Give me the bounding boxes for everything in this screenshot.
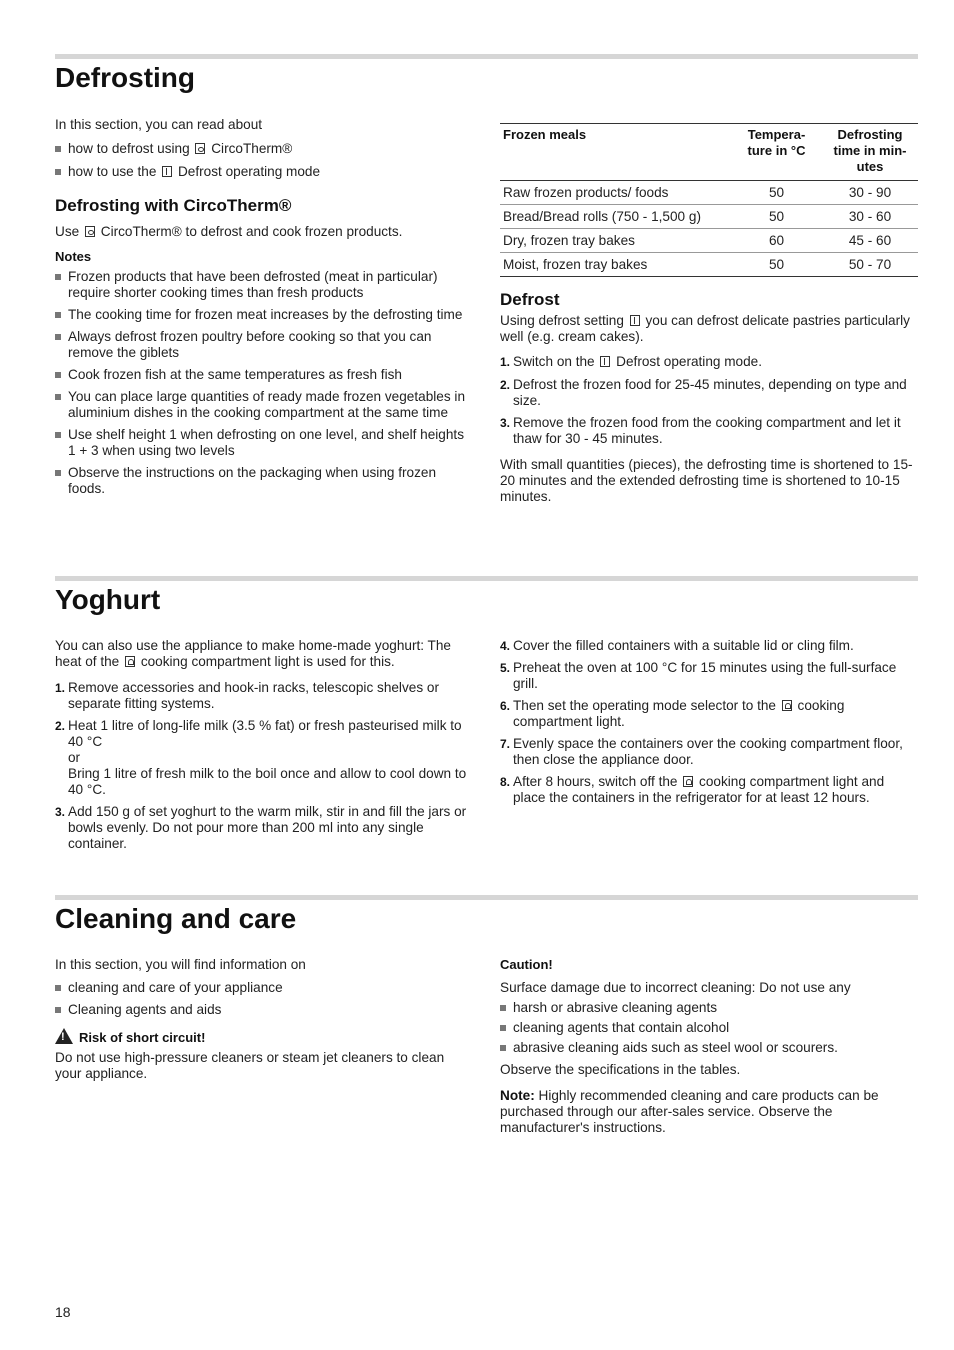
step-number: 1. (55, 681, 66, 695)
table-row (500, 253, 918, 277)
list-item-text: Cook frozen fish at the same temperatures as fresh fish (68, 367, 402, 382)
warning-icon (55, 1028, 73, 1044)
yoghurt-intro (55, 638, 470, 670)
table-row (500, 181, 918, 205)
table-cell: 60 (731, 229, 822, 253)
step-text: Cover the filled containers with a suitable lid or cling film. (513, 638, 854, 653)
risk-label: Risk of short circuit! (79, 1030, 206, 1045)
list-item (500, 1040, 918, 1056)
step-number: 3. (55, 805, 66, 819)
defrost-heading: Defrost (500, 290, 560, 309)
yoghurt-intro-pre: You can also use the appliance to make home-made yoghurt: The heat of the (55, 638, 451, 669)
circotherm-heading: Defrosting with CircoTherm® (55, 196, 292, 215)
circotherm-text-pre: Use (55, 224, 80, 239)
caution-label: Caution! (500, 957, 553, 972)
notes-label: Notes (55, 249, 92, 264)
section-rule (55, 576, 918, 581)
list-item-text: Frozen products that have been defrosted (meat in particular) require shorter cooking times than fresh products (68, 269, 438, 300)
table-cell: Raw frozen products/ foods (500, 181, 731, 205)
table-cell: 50 (731, 181, 822, 205)
circotherm-text-post: CircoTherm® to defrost and cook frozen products. (100, 224, 403, 239)
table-header: Defrosting time in min- utes (833, 127, 907, 174)
step-text: Evenly space the containers over the cooking compartment floor, then close the appliance door. (513, 736, 903, 767)
defrosting-right-column (500, 123, 918, 505)
list-item-text: cleaning and care of your appliance (68, 980, 283, 995)
list-item (55, 718, 470, 798)
defrosting-left-column (55, 117, 470, 497)
list-item-text: CircoTherm® (211, 141, 293, 156)
list-item-text: how to defrost using (68, 141, 190, 156)
list-item (500, 1020, 918, 1036)
step-number: 2. (55, 719, 66, 733)
step-text: Remove the frozen food from the cooking compartment and let it thaw for 30 - 45 minutes. (513, 415, 901, 446)
step-number: 8. (500, 775, 511, 789)
list-item (500, 698, 918, 730)
list-item (55, 164, 470, 180)
defrosting-table (500, 123, 918, 277)
circotherm-text (55, 224, 470, 240)
list-item (55, 680, 470, 712)
yoghurt-intro-post: cooking compartment light is used for this. (140, 654, 395, 669)
table-cell: Bread/Bread rolls (750 - 1,500 g) (500, 205, 731, 229)
step-text: After 8 hours, switch off the (513, 774, 678, 789)
section-rule (55, 895, 918, 900)
list-item (500, 354, 918, 370)
bullet-icon (55, 985, 61, 991)
list-item (500, 774, 918, 806)
caution-list (500, 1000, 918, 1056)
step-text: cooking compartment light. (513, 698, 845, 729)
table-cell: Moist, frozen tray bakes (500, 253, 731, 277)
light-icon (125, 656, 135, 667)
list-item-text: cleaning agents that contain alcohol (513, 1020, 730, 1035)
table-cell: 30 - 60 (822, 205, 918, 229)
page-number: 18 (55, 1304, 71, 1320)
list-item-text: The cooking time for frozen meat increases by the defrosting time (68, 307, 463, 322)
bullet-icon (55, 432, 61, 438)
step-number: 1. (500, 355, 511, 369)
observe-text: Observe the specifications in the tables. (500, 1062, 741, 1077)
section-title-defrosting: Defrosting (55, 62, 195, 93)
bullet-icon (55, 1007, 61, 1013)
list-item (55, 804, 470, 852)
risk-warning (55, 1028, 470, 1046)
cleaning-left-column (55, 957, 470, 1082)
defrost-text-post: you can defrost delicate pastries particularly well (e.g. cream cakes). (500, 313, 910, 344)
list-item (500, 415, 918, 447)
bullet-icon (55, 274, 61, 280)
table-cell: 50 - 70 (822, 253, 918, 277)
list-item (55, 980, 470, 996)
fan-icon (85, 226, 95, 237)
list-item (55, 389, 470, 421)
step-text: Defrost operating mode. (616, 354, 763, 369)
step-number: 4. (500, 639, 511, 653)
list-item (500, 1000, 918, 1016)
step-text: Then set the operating mode selector to the (513, 698, 776, 713)
table-cell: 50 (731, 253, 822, 277)
table-header: Tempera- ture in °C (747, 127, 806, 158)
bullet-icon (55, 334, 61, 340)
cleaning-intro: In this section, you will find information on (55, 957, 306, 972)
list-item (55, 1002, 470, 1018)
bullet-icon (500, 1045, 506, 1051)
step-number: 6. (500, 699, 511, 713)
defrosting-intro-list (55, 141, 470, 180)
table-row (500, 229, 918, 253)
step-number: 5. (500, 661, 511, 675)
yoghurt-steps-right (500, 638, 918, 806)
step-text: Defrost the frozen food for 25-45 minutes, depending on type and size. (513, 377, 907, 408)
list-item-text: Defrost operating mode (177, 164, 321, 179)
step-text: Heat 1 litre of long-life milk (3.5 % fat) or fresh pasteurised milk to 40 °C or Bring 1 litre of fresh milk to the boil once and allow to cool down to 40 °C. (68, 718, 467, 797)
list-item (500, 736, 918, 768)
notes-list (55, 269, 470, 497)
bullet-icon (55, 372, 61, 378)
step-text: Preheat the oven at 100 °C for 15 minutes using the full-surface grill. (513, 660, 897, 691)
cleaning-intro-list (55, 980, 470, 1018)
bullet-icon (55, 470, 61, 476)
list-item (55, 329, 470, 361)
table-row (500, 205, 918, 229)
section-title-cleaning: Cleaning and care (55, 903, 297, 934)
caution-text: Surface damage due to incorrect cleaning: Do not use any (500, 980, 851, 995)
defrost-closing: With small quantities (pieces), the defrosting time is shortened to 15-20 minutes and the extended defrosting time is shortened to 10-15 minutes. (500, 457, 913, 504)
list-item-text: harsh or abrasive cleaning agents (513, 1000, 718, 1015)
note-body: Highly recommended cleaning and care products can be purchased through our after-sales service. Observe the manufacturer's instructions. (500, 1088, 879, 1135)
list-item-text: Always defrost frozen poultry before cooking so that you can remove the giblets (68, 329, 432, 360)
list-item-text: how to use the (68, 164, 157, 179)
list-item (55, 141, 470, 157)
step-text: cooking compartment light and place the containers in the refrigerator for at least 12 hours. (513, 774, 885, 805)
defrost-icon (162, 166, 172, 177)
list-item-text: You can place large quantities of ready made frozen vegetables in aluminium dishes in the cooking compartment at the same time (68, 389, 465, 420)
fan-icon (195, 143, 205, 154)
step-text: Switch on the (513, 354, 595, 369)
table-header: Frozen meals (503, 127, 587, 142)
list-item (500, 377, 918, 409)
table-header-row (500, 124, 918, 181)
step-number: 2. (500, 378, 511, 392)
yoghurt-left-column (55, 638, 470, 852)
table-cell: 30 - 90 (822, 181, 918, 205)
light-icon (683, 776, 693, 787)
list-item-text: Use shelf height 1 when defrosting on one level, and shelf heights 1 + 3 when using two levels (68, 427, 464, 458)
defrost-text-pre: Using defrost setting (500, 313, 624, 328)
bullet-icon (55, 394, 61, 400)
list-item (55, 427, 470, 459)
cleaning-right-column (500, 957, 918, 1136)
list-item (55, 367, 470, 383)
bullet-icon (55, 312, 61, 318)
list-item (500, 638, 918, 654)
defrost-icon (630, 315, 640, 326)
defrost-steps (500, 354, 918, 447)
table-cell: Dry, frozen tray bakes (500, 229, 731, 253)
bullet-icon (500, 1025, 506, 1031)
step-text: Remove accessories and hook-in racks, telescopic shelves or separate fitting systems. (68, 680, 439, 711)
note-text (500, 1088, 918, 1136)
yoghurt-steps-left (55, 680, 470, 852)
bullet-icon (500, 1005, 506, 1011)
step-number: 7. (500, 737, 511, 751)
list-item (55, 307, 470, 323)
defrost-text (500, 313, 918, 345)
note-label: Note: (500, 1088, 535, 1103)
bullet-icon (55, 146, 61, 152)
risk-text: Do not use high-pressure cleaners or steam jet cleaners to clean your appliance. (55, 1050, 445, 1081)
list-item (500, 660, 918, 692)
list-item-text: abrasive cleaning aids such as steel wool or scourers. (513, 1040, 838, 1055)
list-item (55, 465, 470, 497)
light-icon (782, 700, 792, 711)
defrosting-intro: In this section, you can read about (55, 117, 263, 132)
yoghurt-right-column (500, 638, 918, 806)
section-title-yoghurt: Yoghurt (55, 584, 161, 615)
defrost-icon (600, 356, 610, 367)
bullet-icon (55, 169, 61, 175)
step-text: Add 150 g of set yoghurt to the warm milk, stir in and fill the jars or bowls evenly. Do not pour more than 200 ml into any single container. (68, 804, 467, 851)
section-rule (55, 54, 918, 59)
list-item-text: Observe the instructions on the packaging when using frozen foods. (68, 465, 437, 496)
list-item (55, 269, 470, 301)
table-cell: 50 (731, 205, 822, 229)
step-number: 3. (500, 416, 511, 430)
list-item-text: Cleaning agents and aids (68, 1002, 222, 1017)
table-cell: 45 - 60 (822, 229, 918, 253)
